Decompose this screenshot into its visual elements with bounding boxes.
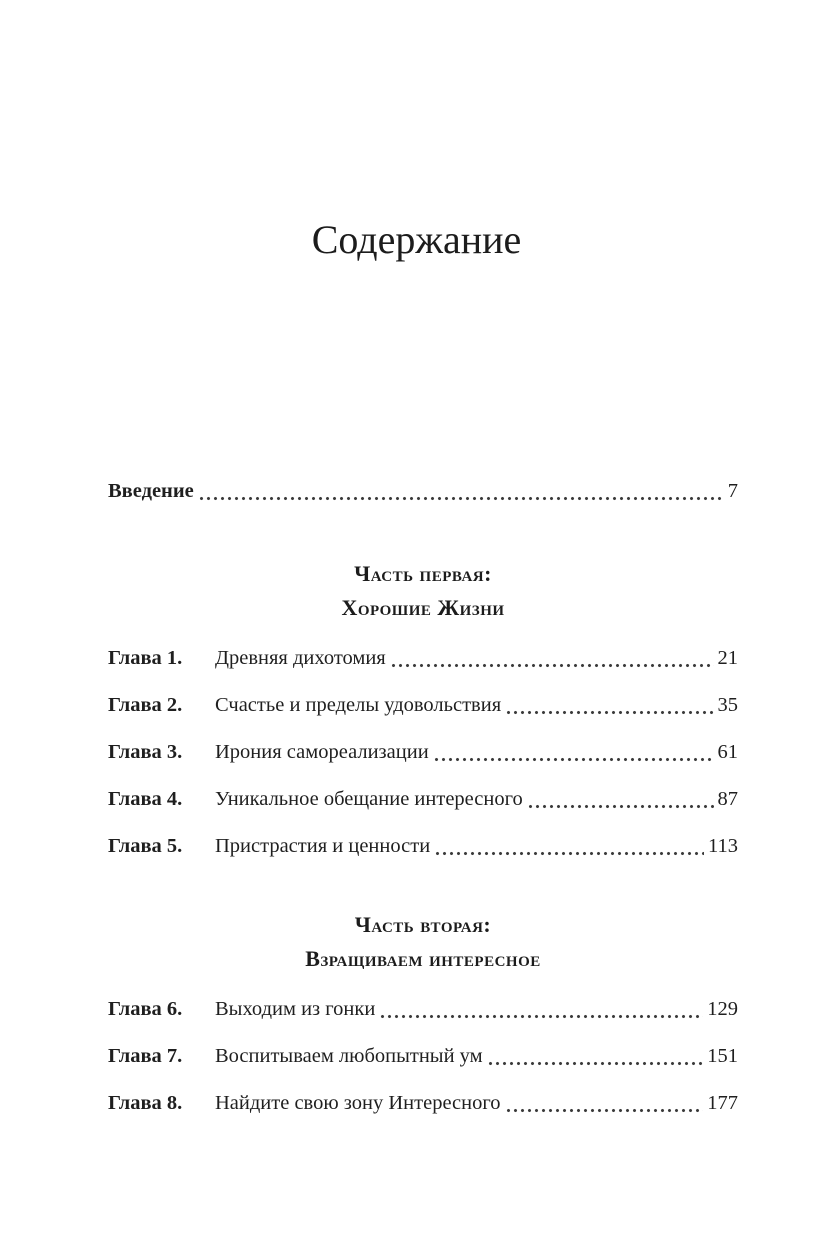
toc-content — [108, 478, 738, 1117]
dot-leader — [390, 663, 714, 668]
page-number: 113 — [708, 835, 738, 858]
chapter-label: Глава 7. — [108, 1045, 183, 1068]
chapter-row — [108, 1043, 738, 1070]
dot-leader — [433, 757, 714, 762]
page-title: Содержание — [311, 217, 522, 262]
chapter-list-part-2 — [108, 996, 738, 1117]
part-heading-line-2: Взращиваем интересное — [305, 946, 541, 972]
page-number: 129 — [707, 998, 738, 1021]
page-number: 7 — [727, 480, 738, 502]
chapter-label: Глава 1. — [108, 647, 183, 670]
chapter-title: Уникальное обещание интересного — [215, 788, 523, 811]
chapter-title: Найдите свою зону Интересного — [215, 1092, 501, 1115]
part-heading-2 — [108, 908, 738, 976]
dot-leader — [527, 804, 714, 809]
chapter-row — [108, 1090, 738, 1117]
part-heading-line-1: Часть вторая: — [354, 912, 492, 938]
page-number: 21 — [717, 647, 738, 670]
part-heading-1 — [108, 557, 738, 625]
page-number: 35 — [717, 694, 738, 717]
dot-leader — [198, 496, 724, 501]
chapter-row — [108, 996, 738, 1023]
chapter-row — [108, 692, 738, 719]
dot-leader — [379, 1014, 703, 1019]
chapter-label: Глава 5. — [108, 835, 183, 858]
part-heading-line-1: Часть первая: — [354, 561, 492, 586]
chapter-row — [108, 739, 738, 766]
chapter-row — [108, 786, 738, 813]
chapter-title: Воспитываем любопытный ум — [215, 1045, 483, 1068]
chapter-list-part-1 — [108, 645, 738, 860]
page-number: 61 — [717, 741, 738, 764]
dot-leader — [505, 1108, 704, 1113]
chapter-label: Глава 2. — [108, 694, 183, 717]
page-number: 177 — [707, 1092, 738, 1115]
dot-leader — [434, 851, 704, 856]
chapter-title: Древняя дихотомия — [215, 647, 386, 670]
chapter-label: Глава 4. — [108, 788, 183, 811]
chapter-title: Выходим из гонки — [215, 998, 376, 1021]
chapter-row — [108, 645, 738, 672]
dot-leader — [487, 1061, 704, 1066]
chapter-title: Пристрастия и ценности — [215, 835, 431, 858]
chapter-title: Счастье и пределы удовольствия — [215, 694, 502, 717]
chapter-label: Глава 6. — [108, 998, 183, 1021]
toc-entry-introduction — [108, 478, 738, 505]
chapter-label: Глава 3. — [108, 741, 183, 764]
page-number: 151 — [707, 1045, 738, 1068]
intro-label: Введение — [108, 480, 194, 502]
chapter-label: Глава 8. — [108, 1092, 183, 1115]
part-heading-line-2: Хорошие Жизни — [341, 595, 505, 621]
chapter-row — [108, 833, 738, 860]
dot-leader — [505, 710, 713, 715]
page-number: 87 — [717, 788, 738, 811]
chapter-title: Ирония самореализации — [215, 741, 429, 764]
